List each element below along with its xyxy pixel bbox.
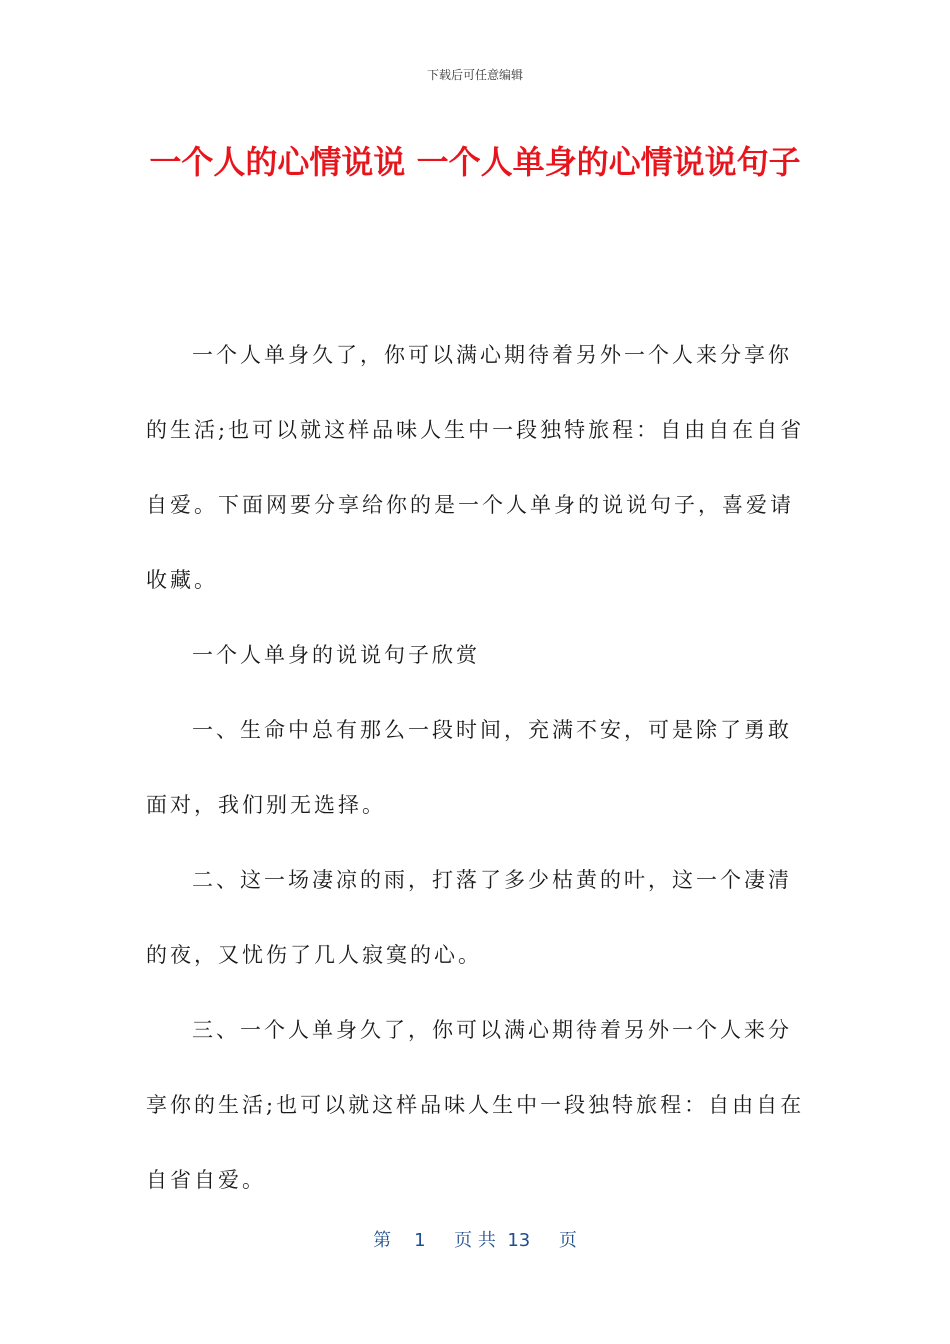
document-title: 一个人的心情说说 一个人单身的心情说说句子 <box>149 143 801 181</box>
footer-middle: 页 共 <box>454 1230 496 1251</box>
paragraph-intro: 一个人单身久了，你可以满心期待着另外一个人来分享你的生活;也可以就这样品味人生中一段独特旅程：自由自在自省自爱。下面网要分享给你的是一个人单身的说说句子，喜爱请收藏。 <box>146 343 805 592</box>
footer-suffix: 页 <box>558 1230 577 1251</box>
footer-prefix: 第 <box>373 1230 392 1251</box>
footer-total-pages: 13 <box>507 1230 531 1251</box>
page-footer <box>0 1226 950 1252</box>
footer-current-page: 1 <box>414 1230 426 1251</box>
paragraph-item-1: 一、生命中总有那么一段时间，充满不安，可是除了勇敢面对，我们别无选择。 <box>146 718 792 817</box>
document-body <box>146 318 806 1218</box>
paragraph-section-heading: 一个人单身的说说句子欣赏 <box>192 643 480 667</box>
header-note: 下载后可任意编辑 <box>426 68 523 82</box>
paragraph-item-3: 三、一个人单身久了，你可以满心期待着另外一个人来分享你的生活;也可以就这样品味人生中一段独特旅程：自由自在自省自爱。 <box>146 1018 805 1192</box>
paragraph-item-2: 二、这一场凄凉的雨，打落了多少枯黄的叶，这一个凄清的夜，又忧伤了几人寂寞的心。 <box>146 868 792 967</box>
